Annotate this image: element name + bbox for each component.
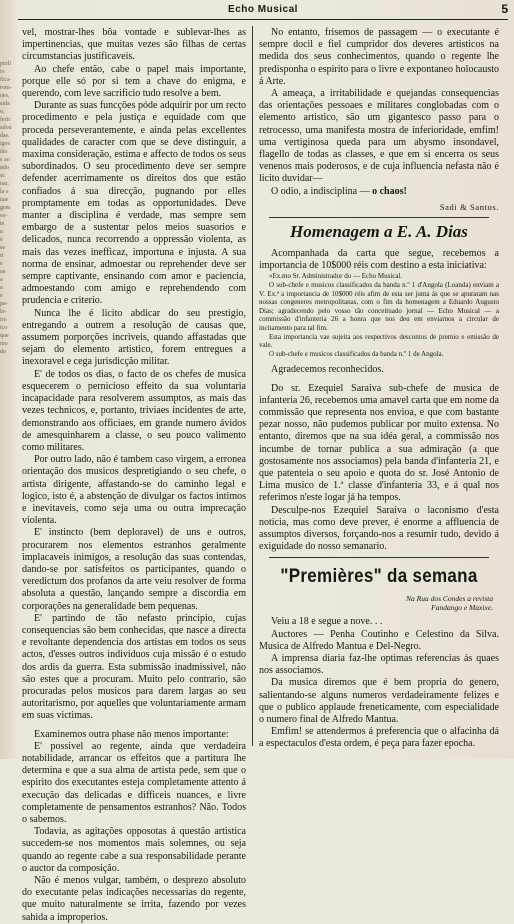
closing-line-text: O odio, a indisciplina — [271,185,373,197]
bleed-fragment: ndo [0,165,9,171]
article-paragraph: Nunca lhe é licito abdicar do seu prestigio, entregando a outrem a resolução de causas que, assumem porporções incriveis, quando affastadas que sejam do elemento artistico, forem entregues a inexoravel e cega jurisdicção militar. [22,307,246,368]
bleed-fragment: é [0,237,3,243]
homenagem-title: Homenagem a E. A. Dias [290,222,468,242]
bleed-fragment: gem [0,205,11,211]
article-paragraph: Ao chefe então, cabe o papel mais importante, porque elle só por si tem a chave do enigma, e querendo, com leve sacrificio tudo resolve a bem. [22,63,246,100]
letter-paragraph: O sub-chefe e musicos classificados da banda n.º 1 de Angola. [269,349,444,358]
bleed-fragment: mo [0,341,8,347]
article-paragraph: Desculpe-nos Ezequiel Saraiva o laconismo d'esta noticia, mas como deve prever, é enorme a affluencia de assumptos diversos, forçando-nos a resumir tudo, devido á exiguidade do nosso semanario. [259,504,499,553]
closing-line [259,186,499,198]
bleed-fragment: ferir [0,117,11,123]
bleed-fragment: rt [0,253,4,259]
bleed-fragment: adou [0,125,12,131]
letter-paragraph: O sub-chefe e musicos classificados da banda n.º 1 d'Angola (Loanda) enviam a V. Ex.ª a importancia de 10$000 réis afim de esta ser junta ás que se apuraram nas nossas congeneres metropolitanas, com o fim da homenagem a Eduardo Augusto Dias; agradecendo pelo vosso tão conceituado jornal — Echo Musical — a commissão d'infanteria 26 a honra que nos deu em enviarnos a circular de incitamento para tal fim. [259,281,499,333]
bleed-fragment: to [0,69,5,75]
article-paragraph: vel, mostrar-lhes bôa vontade e sublevar-lhes as impertinencias, que muitas vezes são filhas de certas circumstancias justificaveis. [22,27,246,63]
running-head: Echo Musical [228,4,298,15]
article-paragraph: Durante as suas funcções póde adquirir por um recto procedimento e pela justiça e equidade com que proceda perseverantemente, e ainda pelas excellentes qualidades de caracter com que se deve distinguir, a maxima consideração, estima e affecto de todos os seus subordinados. O seu procedimento deve ser sempre defender acerrimamente os direitos dos que estão confiados á sua direcção, pugnando por elles promptamente em todas as opportunidades. Deve manter a disciplina é verdade, mas sempre sem embargo de a sustentar pelos meios suasorios e delicados, nunca recorrendo a oppressão violenta, as mais das vezes inefficaz, importuna e injusta. A sua norma de ensinar, admoestar ou reprehender deve ser sempre captivante, ensinando com amor e paciencia, admoestando com amigo e reprehendendo com prudencia e criterio. [22,100,246,307]
article-paragraph: Da musica diremos que é bem propria do genero, salientando-se alguns numeros verdadeiramente felizes e que o publico applaude freneticamente, com especialidade o numero final de Alfredo Mantua. [259,677,499,726]
article-paragraph: E' instincto (bem deploravel) de uns e outros, procurarem nos elementos estranhos geralmente implacaveis inimigos, a resolução das suas contendas, dando-se por satisfeitos os participantes, quando o veredictum dos profanos da arte veiu resolver de forma absoluta a questão, lançando sempre a discordia em corporações na generalidade bem pequenas. [22,527,246,612]
article-paragraph: Não é menos vulgar, também, o desprezo absoluto do executante pelas indicações necessarias do regente, que muito naturalmente se irrita, fazendo por vezes sahida a improperios. [22,875,246,923]
bleed-fragment: pa- [0,301,8,307]
bleed-fragment: sr. [0,173,6,179]
bleed-fragment: do [0,349,6,355]
bleed-fragment: lo- [0,309,7,315]
bleed-fragment: te [0,221,5,227]
article-paragraph: Veiu a 18 e segue a nove. . . [271,616,383,628]
article-paragraph: Todavia, as agitações opposotas á questão artistica succedem-se nos momentos mais solemnes, ou seja quando ao regente cabe a sua responsabilidade perante o auctor da composição. [22,826,246,874]
bleed-fragment: tão [0,149,8,155]
article-paragraph: No entanto, frisemos de passagem — o executante é sempre docil e fiel cumpridor dos deveres artisticos na medida dos seus conhecimentos, quando o regente lhe predisponha o espirito para o livre e expontaneo holocausto á Arte. [259,27,499,87]
bleed-fragment: rom- [0,85,12,91]
article-paragraph: Emfim! se attendermos á preferencia que o alfacinha dá a espectaculos d'esta ordem, é peça para fazer epocha. [259,726,499,750]
letter-paragraph: Esta importancia vae sujeita aos respectivos descontos de premio e emissão de vale. [259,332,499,350]
bleed-fragment: o, [0,109,5,115]
premieres-subtitle-line: Na Rua dos Condes a revista [405,594,493,604]
bleed-fragment: nar, [0,181,9,187]
left-column [22,27,246,924]
bleed-fragment: que [0,333,9,339]
article-paragraph: A imprensa diaria faz-lhe optimas referencias ás quaes nos associamos. [259,653,499,677]
bleed-fragment: nas [0,197,8,203]
section-separator [269,557,489,558]
bleed-fragment: a [0,277,3,283]
bleed-fragment: sida [0,101,10,107]
article-paragraph: Por outro lado, não é tambem caso virgem, a erronea orientação dos musicos despretigiando o seu chefe, o artista dirigente, affastando-se do caminho legal e logico, isto é, a abstenção de divulgar os factos intimos e inevitaveis, como seja uma ou outra imprecação violenta. [22,454,246,527]
bleed-fragment: ue [0,269,6,275]
bleed-fragment: iro [0,317,7,323]
premieres-title: "Premières" da semana [280,564,478,587]
article-paragraph: Examinemos outra phase não menos importante: [34,728,229,740]
homenagem-letter [259,272,499,358]
right-column [259,27,499,751]
article-paragraph: E' possivel ao regente, ainda que verdadeira notabilidade, arrancar os effeitos que a partitura lhe determina e que a sua alma de artista pede, sem que o espirito dos executantes esteja completamente attento á execução das delicadas e difficeis nuances, e livre completamente de pensamentos estranhos? Não. Todos o sabemos. [22,740,246,825]
article-paragraph: Auctores — Penha Coutinho e Celestino da Silva. Musica de Alfredo Mantua e Del-Negro. [259,628,499,652]
premieres-subtitle-line: Fandango e Maxixe. [431,603,493,613]
bleed-fragment: e [0,293,3,299]
bleed-fragment: pioli [0,61,12,67]
article-signature: Sadi & Santos. [439,201,499,212]
bleed-fragment: os- [0,213,8,219]
bleed-fragment: a [0,229,3,235]
column-divider [252,26,253,746]
bleed-fragment: ico [0,325,8,331]
article-paragraph: E' partindo de tão nefasto principio, cujas consequencias são bem conhecidas, que nasce a directa e revoltante dependencia dos artistas em todos os seus actos, d'esses outros individuos cuja missão é o estudo dos ardis da guerra. Esta submissão inadmissivel, não são estes que a procuram. Muito pelo contrario, são procuradas pelos musicos para darem largas ao seu autoritarismo, por aquelles que voluntariamente armam em suas victimas. [22,612,246,722]
header-rule [18,19,508,20]
bleed-fragment: se [0,245,5,251]
bleed-fragment: das. [0,133,10,139]
closing-line-emphasis: o chaos! [372,185,407,197]
bleed-fragment: la e [0,189,9,195]
previous-page-bleed [0,60,14,750]
bleed-fragment: igos [0,141,11,147]
premieres-subtitle [259,594,493,612]
bleed-fragment: e ao [0,157,10,163]
bleed-fragment: a [0,285,3,291]
bleed-fragment: ues, [0,93,10,99]
page-number: 5 [501,2,508,16]
article-paragraph: Do sr. Ezequiel Saraiva sub-chefe de musica de infanteria 26, recebemos uma amavel carta que em nome da commissão que representa nos envioa, e que com bastante pezar nosso, não pudemos publicar por muito extensa. No entanto, diremos que na sua idéa geral, a commissão nos incumbe de tornar publica a sua admiração (a que gostosamente nos associamos) pela banda d'infanteria 21, e que patenteia o seu apoio e quota do sr. José Antonio de Lima musico de 1.ª classe d'infanteria 33, e á qual nos referimos n'este logar já ha tempos. [259,382,499,504]
bleed-fragment: e [0,261,3,267]
section-separator [269,217,489,218]
homenagem-thanks: Agradecemos reconhecidos. [271,364,384,376]
bleed-fragment: fica- [0,77,11,83]
letter-salutation: «Ex.mo Sr. Administrador do — Echo Musical. [269,272,403,281]
article-paragraph: E' de todos os dias, o facto de os chefes de musica esquecerem o pernicioso effeito da sua voluntaria incapacidade para resolverem assumptos, as mais das vezes technicos, e, portanto, triviaes incidentes de arte, demonstrando aos officiaes, em grande numero ávidos de amesquinharem a classe, o seu pouco valimento como militares. [22,368,246,453]
homenagem-intro: Acompanhada da carta que segue, recebemos a importancia de 10$000 réis com destino a esta iniciativa: [259,248,499,272]
article-paragraph: A ameaça, a irritabilidade e quejandas consequencias das orientações pessoaes e militares conglobadas com o elemento artistico, são um gigantesco passo para o retrocesso, uma manifesta mostra de inferioridade, emfim! uma vertiginosa queda para um abysmo insondavel, flagello de todas as classes, e que em si encerra os seus venenos mais poderosos, e de cuja influencia nefasta não é licito duvidar— [259,88,499,185]
page-header [18,0,508,22]
